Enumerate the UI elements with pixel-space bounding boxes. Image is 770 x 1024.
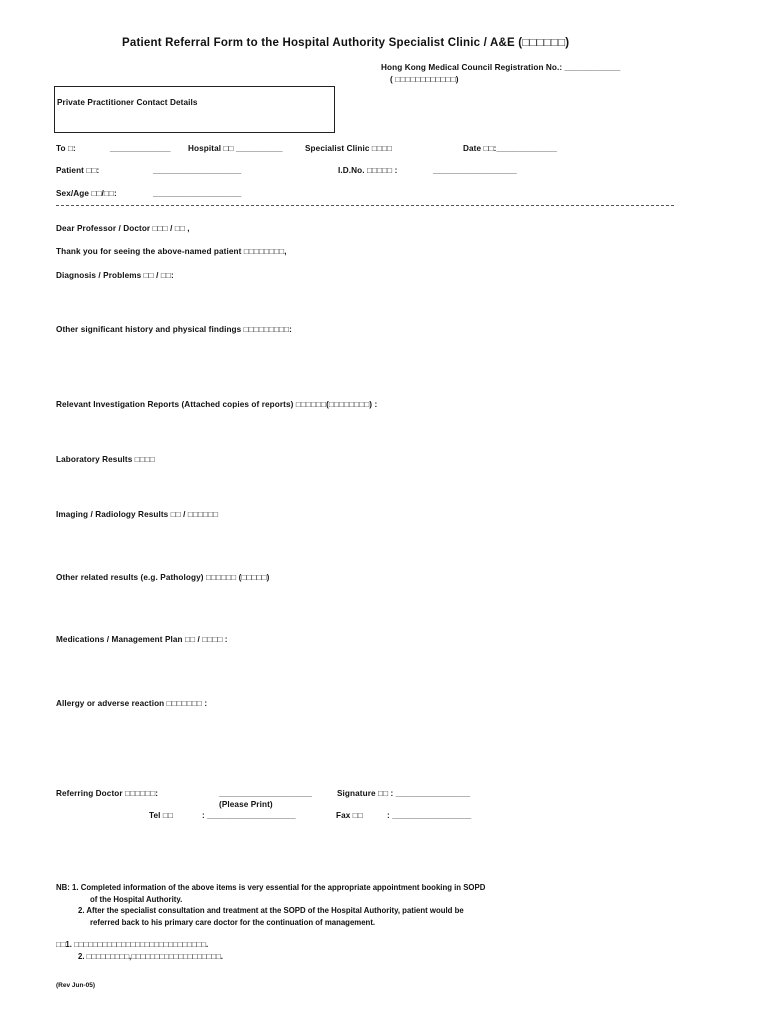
diagnosis-label: Diagnosis / Problems □□ / □□:	[56, 271, 174, 280]
imaging-label: Imaging / Radiology Results □□ / □□□□□□	[56, 510, 219, 519]
fax-label: Fax □□	[336, 811, 363, 820]
patient-field[interactable]: ___________________	[153, 166, 242, 175]
revision-label: (Rev Jun-05)	[56, 982, 96, 989]
please-print-note: (Please Print)	[219, 800, 273, 809]
date-field[interactable]: Date □□:_____________	[463, 144, 557, 153]
tel-label: Tel □□	[149, 811, 173, 820]
to-label: To □:	[56, 144, 76, 153]
to-field[interactable]: _____________	[110, 144, 171, 153]
fax-field[interactable]: : _________________	[387, 811, 472, 820]
chinese-note-1: □□1. □□□□□□□□□□□□□□□□□□□□□□□□□□□□.	[56, 940, 209, 949]
separator-line	[56, 205, 674, 206]
contact-details-box[interactable]	[54, 86, 335, 133]
chinese-note-2: 2. □□□□□□□□□,□□□□□□□□□□□□□□□□□□□.	[78, 952, 223, 961]
note-2-cont: referred back to his primary care doctor for the continuation of management.	[90, 918, 376, 927]
registration-label: Hong Kong Medical Council Registration No.: ____________	[381, 63, 621, 72]
hospital-field[interactable]: Hospital □□ __________	[188, 144, 283, 153]
allergy-label: Allergy or adverse reaction □□□□□□□ :	[56, 699, 208, 708]
other-results-label: Other related results (e.g. Pathology) □□□□□□ (□□□□□)	[56, 573, 270, 582]
thanks-line: Thank you for seeing the above-named patient □□□□□□□□,	[56, 247, 287, 256]
registration-chinese: ( □□□□□□□□□□□□)	[390, 75, 459, 84]
sex-age-field[interactable]: ___________________	[153, 189, 242, 198]
specialist-clinic-label: Specialist Clinic □□□□	[305, 144, 393, 153]
signature-field[interactable]: Signature □□ : ________________	[337, 789, 471, 798]
sex-age-label: Sex/Age □□/□□:	[56, 189, 117, 198]
note-1: NB: 1. Completed information of the above items is very essential for the appropriate appointment booking in SOPD	[56, 883, 486, 892]
form-title: Patient Referral Form to the Hospital Authority Specialist Clinic / A&E (□□□□□□)	[122, 37, 570, 49]
contact-details-label: Private Practitioner Contact Details	[57, 98, 198, 107]
salutation: Dear Professor / Doctor □□□ / □□ ,	[56, 224, 190, 233]
tel-field[interactable]: : ___________________	[202, 811, 296, 820]
note-2: 2. After the specialist consultation and treatment at the SOPD of the Hospital Authority, patient would be	[78, 906, 464, 915]
patient-label: Patient □□:	[56, 166, 100, 175]
laboratory-label: Laboratory Results □□□□	[56, 455, 155, 464]
investigation-label: Relevant Investigation Reports (Attached copies of reports) □□□□□□(□□□□□□□□) :	[56, 400, 378, 409]
medications-label: Medications / Management Plan □□ / □□□□ :	[56, 635, 228, 644]
history-label: Other significant history and physical findings □□□□□□□□□:	[56, 325, 292, 334]
referring-doctor-label: Referring Doctor □□□□□□:	[56, 789, 159, 798]
note-1-cont: of the Hospital Authority.	[90, 895, 183, 904]
id-label: I.D.No. □□□□□ :	[338, 166, 398, 175]
referring-doctor-field[interactable]: ____________________	[219, 789, 313, 798]
id-field[interactable]: __________________	[433, 166, 517, 175]
